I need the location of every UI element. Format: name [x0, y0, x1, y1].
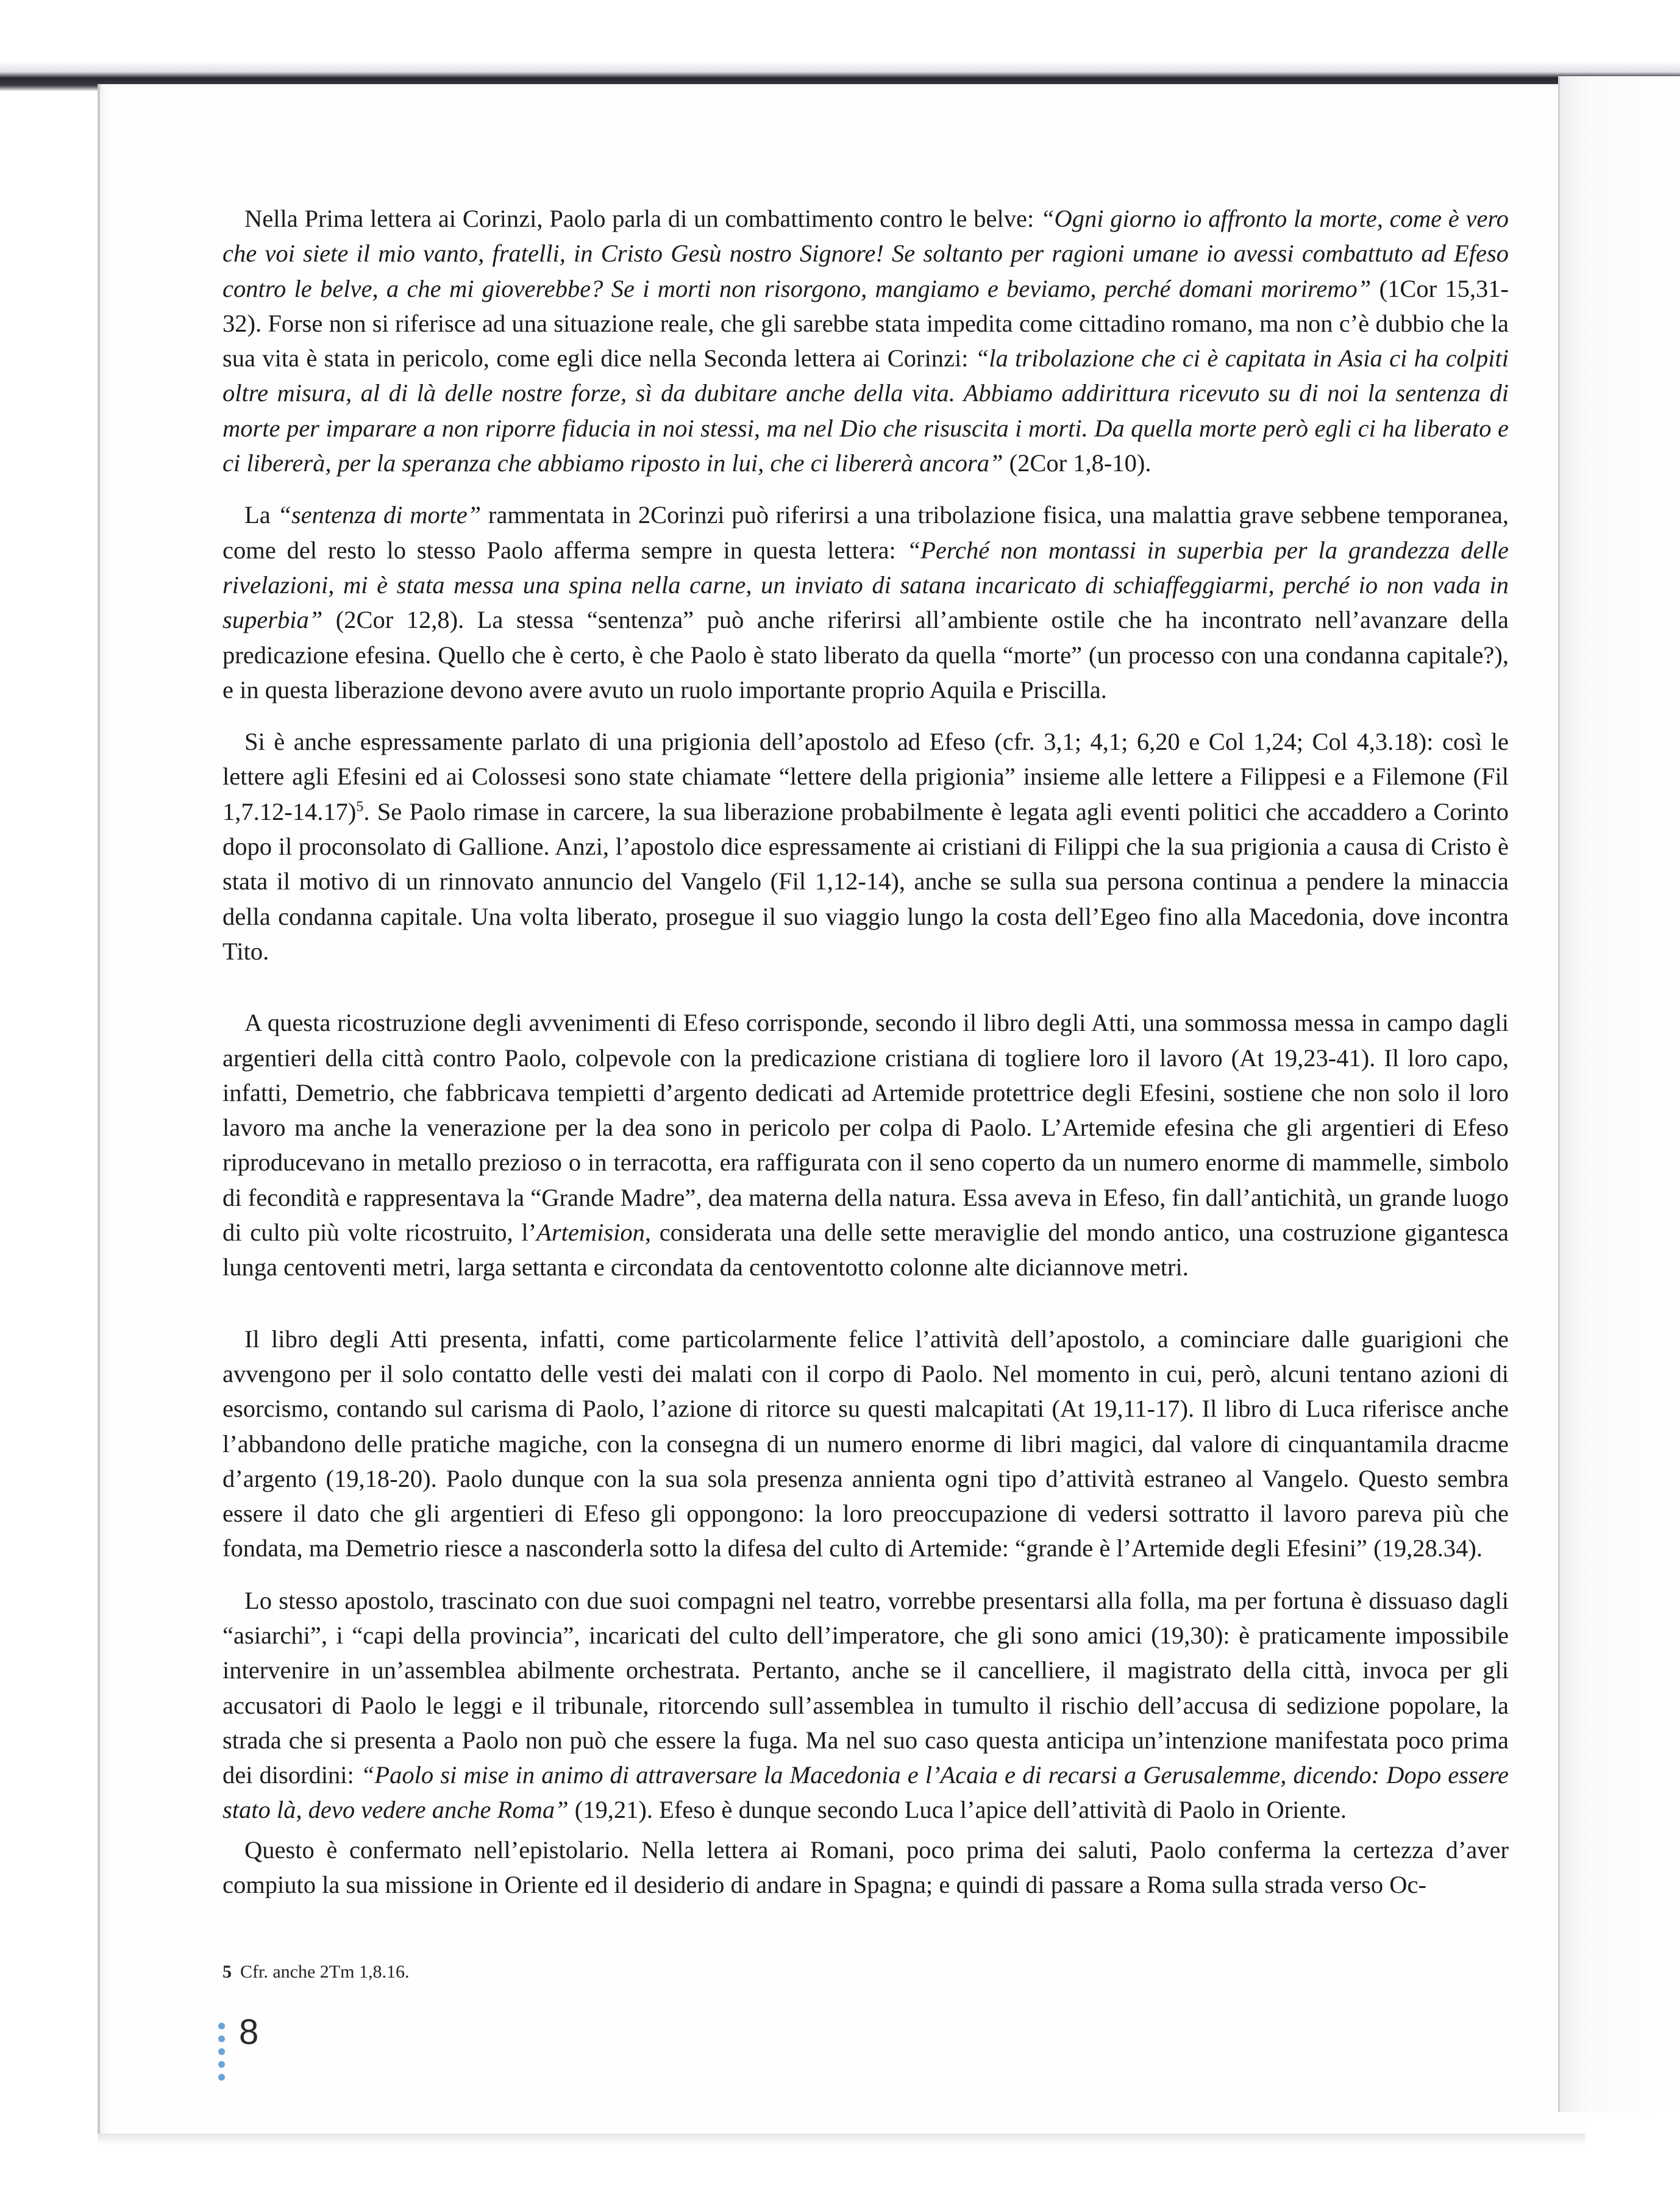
- decor-dot: [218, 2061, 225, 2068]
- scan-top-edge: [0, 0, 1680, 91]
- footnote-text: Cfr. anche 2Tm 1,8.16.: [240, 1962, 410, 1982]
- quotation: “Ogni giorno io affronto la morte, come è vero che voi siete il mio vanto, fratelli, in Cristo Gesù nostro Signore! Se soltanto per ragioni umane io avessi combattuto ad Efeso contro le belve, a che mi gioverebbe? Se i morti non risorgono, mangiamo e beviamo, perché domani moriremo”: [222, 205, 1509, 302]
- text-run: (1Cor 15,31-32). Forse non si riferisce ad una situazione reale, che gli sarebbe stata impedita come cittadino romano, ma non c’è dubbio che la sua vita è stata in pericolo, come egli dice nella Seconda lettera ai Corinzi:: [222, 274, 1509, 372]
- text-run: , considerata una delle sette meraviglie del mondo antico, una costruzione gigantesca lunga centoventi metri, larga settanta e circondata da centoventotto colonne alte diciannove metri.: [222, 1219, 1509, 1281]
- text-run: rammentata in 2Corinzi può riferirsi a una tribolazione fisica, una malattia grave sebbene temporanea, come del resto lo stesso Paolo afferma sempre in questa lettera:: [222, 501, 1509, 564]
- paragraph-3: [222, 724, 1509, 969]
- text-run: La: [244, 501, 278, 529]
- page-number-dots: [218, 2023, 230, 2096]
- text-run: Questo è confermato nell’epistolario. Nella lettera ai Romani, poco prima dei saluti, Paolo conferma la certezza d’aver compiuto la sua missione in Oriente ed il desiderio di andare in Spagna; e quindi di passare a Roma sulla strada verso Oc-: [222, 1836, 1509, 1899]
- decor-dot: [218, 2074, 225, 2081]
- decor-dot: [218, 2023, 225, 2029]
- page-bottom-edge: [98, 2134, 1585, 2146]
- text-run: (2Cor 12,8). La stessa “sentenza” può anche riferirsi all’ambiente ostile che ha incontrato nell’avanzare della predicazione efesina. Quello che è certo, è che Paolo è stato liberato da quella “morte” (un processo con una condanna capitale?), e in questa liberazione devono avere avuto un ruolo importante proprio Aquila e Priscilla.: [222, 606, 1509, 703]
- quotation: Artemision: [536, 1219, 645, 1247]
- text-run: Si è anche espressamente parlato di una prigionia dell’apostolo ad Efeso (cfr. 3,1; 4,1; 6,20 e Col 1,24; Col 4,3.18): così le lettere agli Efesini ed ai Colossesi sono state chiamate “lettere della prigionia” insieme alle lettere a Filippesi e a Filemone (Fil 1,7.12-14.17): [222, 728, 1509, 825]
- paragraph-5: [222, 1322, 1509, 1566]
- text-run: Nella Prima lettera ai Corinzi, Paolo parla di un combattimento contro le belve:: [244, 205, 1041, 232]
- paragraph-2: [222, 497, 1509, 707]
- paragraph-4: [222, 1005, 1509, 1284]
- text-run: (19,21). Efeso è dunque secondo Luca l’apice dell’attività di Paolo in Oriente.: [568, 1796, 1347, 1824]
- facing-page-edge: [1558, 76, 1680, 2112]
- footnote-number: 5: [222, 1962, 232, 1982]
- quotation: “sentenza di morte”: [277, 501, 482, 529]
- quotation: “Perché non montassi in superbia per la grandezza delle rivelazioni, mi è stata messa una spina nella carne, un inviato di satana incaricato di schiaffeggiarmi, perché io non vada in superbia”: [222, 536, 1509, 634]
- footnote-ref: 5: [356, 799, 364, 815]
- quotation: “la tribolazione che ci è capitata in Asia ci ha colpiti oltre misura, al di là delle nostre forze, sì da dubitare anche della vita. Abbiamo addirittura ricevuto su di noi la sentenza di morte per imparare a non riporre fiducia in noi stessi, ma nel Dio che risuscita i morti. Da quella morte però egli ci ha liberato e ci libererà, per la speranza che abbiamo riposto in lui, che ci libererà ancora”: [222, 344, 1509, 477]
- page-number: 8: [239, 2012, 259, 2052]
- text-run: (2Cor 1,8-10).: [1003, 449, 1151, 477]
- text-run: Il libro degli Atti presenta, infatti, come particolarmente felice l’attività dell’apostolo, a cominciare dalle guarigioni che avvengono per il solo contatto delle vesti dei malati con il corpo di Paolo. Nel momento in cui, però, alcuni tentano azioni di esorcismo, contando sul carisma di Paolo, l’azione di ritorce su questi malcapitati (At 19,11-17). Il libro di Luca riferisce anche l’abbandono delle pratiche magiche, con la consegna di un numero enorme di libri magici, dal valore di cinquantamila dracme d’argento (19,18-20). Paolo dunque con la sua sola presenza annienta ogni tipo d’attività estraneo al Vangelo. Questo sembra essere il dato che gli argentieri di Efeso gli oppongono: la loro preoccupazione di vedersi sottratto il lavoro pareva più che fondata, ma Demetrio riesce a nasconderla sotto la difesa del culto di Artemide: “grande è l’Artemide degli Efesini” (19,28.34).: [222, 1325, 1509, 1562]
- decor-dot: [218, 2035, 225, 2042]
- paragraph-7: [222, 1832, 1509, 1903]
- decor-dot: [218, 2048, 225, 2055]
- body-text: [222, 201, 1509, 1919]
- paragraph-1: [222, 201, 1509, 480]
- paragraph-6: [222, 1583, 1509, 1828]
- text-run: A questa ricostruzione degli avvenimenti di Efeso corrisponde, secondo il libro degli Atti, una sommossa messa in campo dagli argentieri della città contro Paolo, colpevole con la predicazione cristiana di togliere loro il lavoro (At 19,23-41). Il loro capo, infatti, Demetrio, che fabbricava tempietti d’argento dedicati ad Artemide protettrice degli Efesini, sostiene che non solo il loro lavoro ma anche la venerazione per la dea sono in pericolo per colpa di Paolo. L’Artemide efesina che gli argentieri di Efeso riproducevano in metallo prezioso o in terracotta, era raffigurata con il seno coperto da un numero enorme di mammelle, simbolo di fecondità e rappresentava la “Grande Madre”, dea materna della natura. Essa aveva in Efeso, fin dall’antichità, un grande luogo di culto più volte ricostruito, l’: [222, 1009, 1509, 1247]
- text-run: Lo stesso apostolo, trascinato con due suoi compagni nel teatro, vorrebbe presentarsi alla folla, ma per fortuna è dissuaso dagli “asiarchi”, i “capi della provincia”, incaricati del culto dell’imperatore, che gli sono amici (19,30): è praticamente impossibile intervenire in un’assemblea abilmente orchestrata. Pertanto, anche se il cancelliere, il magistrato della città, invoca per gli accusatori di Paolo le leggi e il tribunale, ritorcendo sull’assemblea in tumulto il rischio dell’accusa di sedizione popolare, la strada che si presenta a Paolo non può che essere la fuga. Ma nel suo caso questa anticipa un’intenzione manifestata poco prima dei disordini:: [222, 1586, 1509, 1789]
- text-run: . Se Paolo rimase in carcere, la sua liberazione probabilmente è legata agli eventi politici che accaddero a Corinto dopo il proconsolato di Gallione. Anzi, l’apostolo dice espressamente ai cristiani di Filippi che la sua prigionia a causa di Cristo è stata il motivo di un rinnovato annuncio del Vangelo (Fil 1,12-14), anche se sulla sua persona continua a pendere la minaccia della condanna capitale. Una volta liberato, prosegue il suo viaggio lungo la costa dell’Egeo fino alla Macedonia, dove incontra Tito.: [222, 797, 1509, 965]
- quotation: “Paolo si mise in animo di attraversare la Macedonia e l’Acaia e di recarsi a Gerusalemme, dicendo: Dopo essere stato là, devo vedere anche Roma”: [222, 1761, 1509, 1824]
- footnote: [222, 1962, 954, 1982]
